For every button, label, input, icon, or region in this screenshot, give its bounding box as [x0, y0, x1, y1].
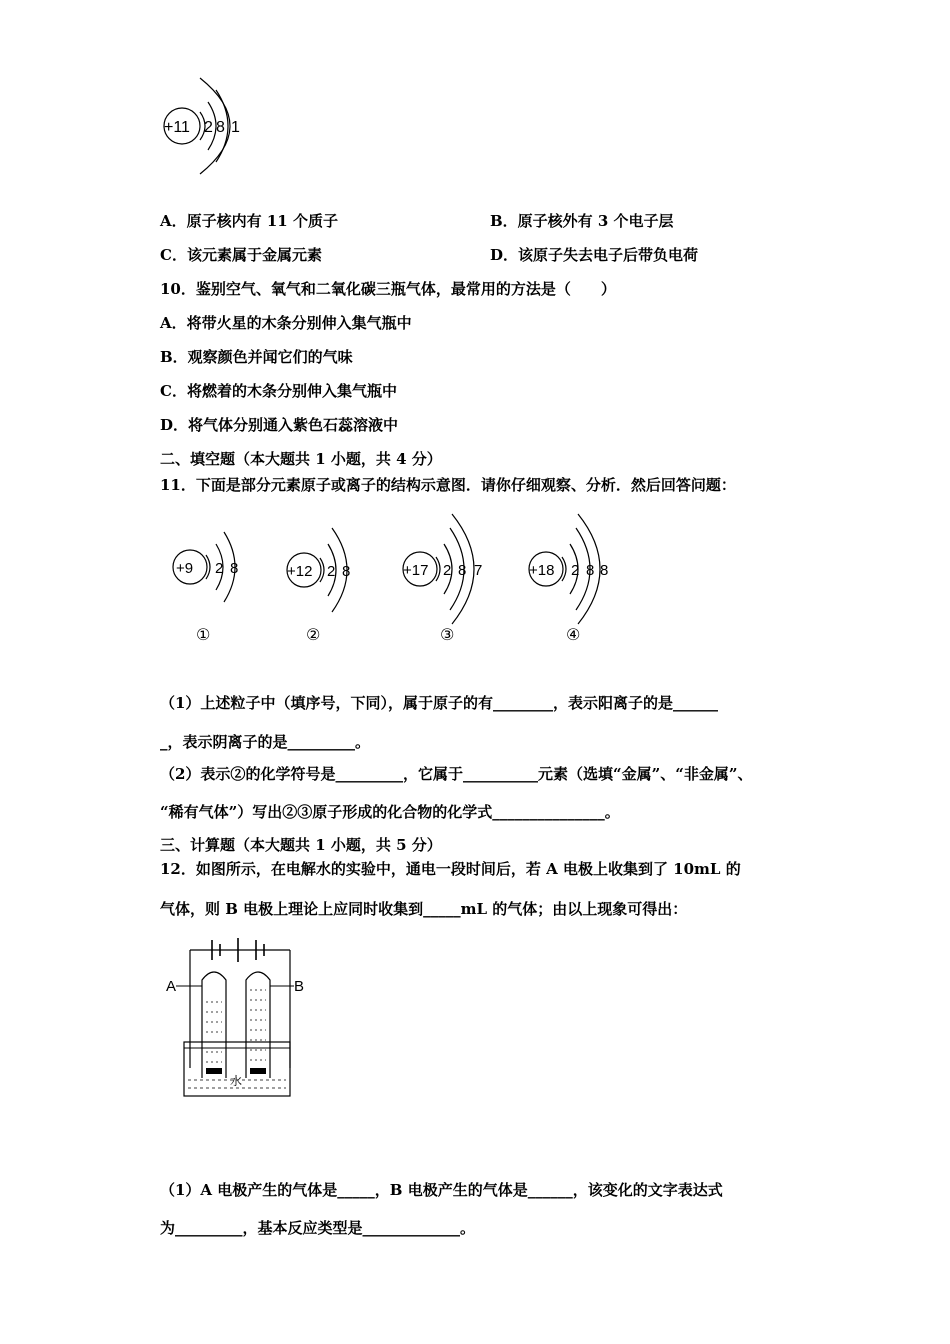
q11-part1-line1: （1）上述粒子中（填序号，下同），属于原子的有________，表示阳离子的是______ — [160, 694, 718, 712]
ion-diagram-4 — [526, 512, 626, 650]
shell-electrons-1: 2 — [215, 560, 224, 577]
shell-electrons-1: 2 — [204, 119, 213, 136]
q12-part1-line1: （1）A 电极产生的气体是_____，B 电极产生的气体是______，该变化的文字表达式 — [160, 1181, 723, 1199]
q9-option-d: D．该原子失去电子后带负电荷 — [490, 246, 699, 264]
q11-part2-line1: （2）表示②的化学符号是_________，它属于__________元素（选填“金属”、“非金属”、 — [160, 765, 753, 783]
electrode-b-label: B — [294, 978, 305, 995]
atom-structure-diagram-q9 — [160, 70, 250, 180]
q10-option-b: B．观察颜色并闻它们的气味 — [160, 348, 353, 366]
shell-electrons-2: 8 — [458, 562, 467, 579]
shell-electrons-1: 2 — [327, 563, 336, 580]
nucleus-charge: +9 — [176, 560, 194, 577]
diagram-label: ③ — [440, 627, 455, 644]
electrode-a — [206, 1068, 222, 1074]
electrode-a-label: A — [166, 978, 177, 995]
q11-stem: 11．下面是部分元素原子或离子的结构示意图．请你仔细观察、分析．然后回答问题： — [160, 476, 736, 494]
shell-electrons-3: 8 — [600, 562, 609, 579]
q11-part2-line2: “稀有气体”）写出②③原子形成的化合物的化学式_______________。 — [160, 803, 620, 821]
q10-option-d: D．将气体分别通入紫色石蕊溶液中 — [160, 416, 399, 434]
nucleus-charge: +18 — [529, 562, 555, 579]
electrolysis-apparatus-diagram — [160, 928, 320, 1108]
section-3-title: 三、计算题（本大题共 1 小题，共 5 分） — [160, 836, 442, 854]
ion-diagram-3 — [398, 512, 498, 650]
q10-option-a: A．将带火星的木条分别伸入集气瓶中 — [160, 314, 412, 332]
ion-diagram-1 — [168, 520, 258, 650]
diagram-label: ④ — [566, 627, 581, 644]
nucleus-charge: +12 — [287, 563, 313, 580]
shell-electrons-3: 1 — [231, 119, 240, 136]
diagram-label: ① — [196, 627, 211, 644]
shell-electrons-1: 2 — [443, 562, 452, 579]
shell-electrons-1: 2 — [571, 562, 580, 579]
q12-stem-line1: 12．如图所示，在电解水的实验中，通电一段时间后，若 A 电极上收集到了 10mL 的 — [160, 860, 741, 878]
q10-stem: 10．鉴别空气、氧气和二氧化碳三瓶气体，最常用的方法是（ ） — [160, 280, 616, 298]
nucleus-charge: +11 — [164, 119, 190, 136]
q9-option-b: B．原子核外有 3 个电子层 — [490, 212, 674, 230]
q9-option-a: A．原子核内有 11 个质子 — [160, 212, 338, 230]
q12-stem-line2: 气体，则 B 电极上理论上应同时收集到_____mL 的气体；由以上现象可得出： — [160, 900, 688, 918]
shell-electrons-2: 8 — [342, 563, 351, 580]
q10-option-c: C．将燃着的木条分别伸入集气瓶中 — [160, 382, 397, 400]
section-2-title: 二、填空题（本大题共 1 小题，共 4 分） — [160, 450, 442, 468]
ion-diagram-2 — [282, 520, 372, 650]
q11-part1-line2: _，表示阴离子的是_________。 — [160, 733, 371, 751]
water-label: 水 — [230, 1074, 243, 1088]
q9-option-c: C．该元素属于金属元素 — [160, 246, 322, 264]
nucleus-charge: +17 — [403, 562, 429, 579]
diagram-label: ② — [306, 627, 321, 644]
shell-electrons-3: 7 — [474, 562, 483, 579]
shell-electrons-2: 8 — [216, 119, 225, 136]
q12-part1-line2: 为_________，基本反应类型是_____________。 — [160, 1219, 476, 1237]
shell-electrons-2: 8 — [230, 560, 239, 577]
shell-electrons-2: 8 — [586, 562, 595, 579]
electrode-b — [250, 1068, 266, 1074]
